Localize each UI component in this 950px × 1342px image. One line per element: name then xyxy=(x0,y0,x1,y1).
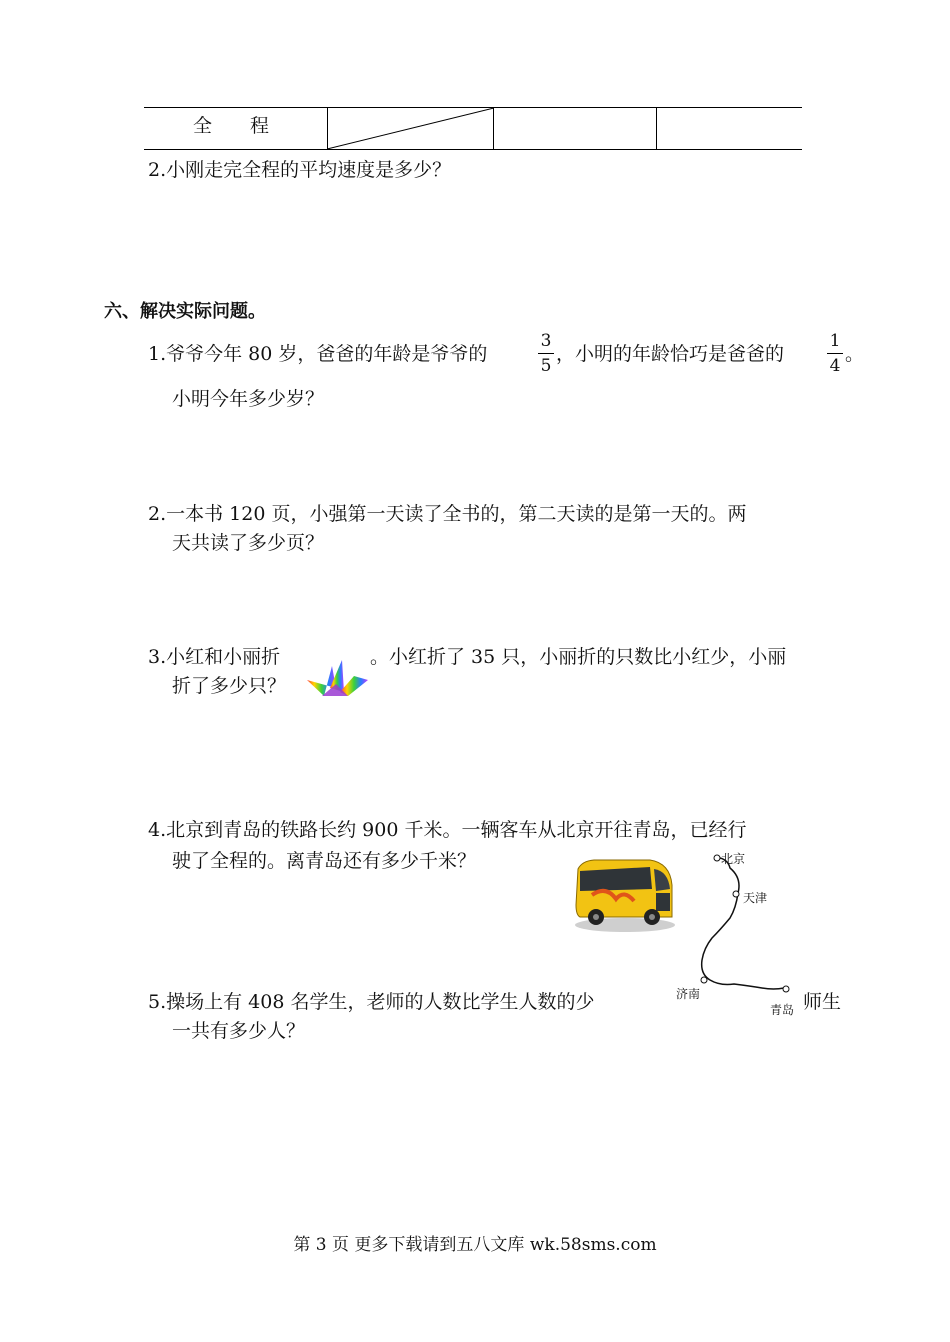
map-label-tianjin: 天津 xyxy=(743,891,768,905)
q1-line1-a: 1.爷爷今年 80 岁，爸爸的年龄是爷爷的 xyxy=(148,343,488,365)
q5-line2: 一共有多少人？ xyxy=(172,1020,306,1042)
fraction-1-4 xyxy=(826,332,844,375)
q1-line1-b: ，小明的年龄恰巧是爸爸的 xyxy=(556,343,785,365)
map-label-qingdao: 青岛 xyxy=(770,1003,795,1017)
city-marker-jinan xyxy=(701,977,707,983)
map-label-jinan: 济南 xyxy=(676,987,701,1001)
q5-line1-b: 师生 xyxy=(803,991,842,1013)
q3-line1-a: 3.小红和小丽折 xyxy=(148,646,281,668)
q3-line1-b: 。小红折了 35 只，小丽折的只数比小红少，小丽 xyxy=(370,646,787,668)
bus-icon xyxy=(572,855,678,935)
frac-bar xyxy=(827,353,843,354)
map-label-beijing: 北京 xyxy=(721,852,746,866)
railway-map xyxy=(690,848,810,1013)
q1-line2: 小明今年多少岁？ xyxy=(172,388,325,410)
frac-numerator: 3 xyxy=(540,331,552,351)
q3-line2: 折了多少只？ xyxy=(172,675,287,697)
city-marker-tianjin xyxy=(733,891,739,897)
q1-line1-c: 。 xyxy=(845,343,865,365)
q4-line2: 驶了全程的。离青岛还有多少千米？ xyxy=(172,850,477,872)
city-marker-qingdao xyxy=(783,986,789,992)
q5-line1-a: 5.操场上有 408 名学生，老师的人数比学生人数的少 xyxy=(148,991,595,1013)
table-divider-3 xyxy=(656,107,657,150)
q2-line1: 2.一本书 120 页，小强第一天读了全书的，第二天读的是第一天的。两 xyxy=(148,503,747,525)
table-diagonal-line xyxy=(327,107,494,150)
city-marker-beijing xyxy=(714,855,720,861)
frac-denominator: 4 xyxy=(829,356,841,376)
question-5-2: 2.小刚走完全程的平均速度是多少？ xyxy=(148,159,452,181)
paper-crane-icon xyxy=(302,658,370,698)
frac-denominator: 5 xyxy=(540,356,552,376)
frac-bar xyxy=(538,353,554,354)
table-row-label: 全 程 xyxy=(193,115,270,137)
section-heading: 六、解决实际问题。 xyxy=(104,301,266,322)
page-footer: 第 3 页 更多下载请到五八文库 wk.58sms.com xyxy=(293,1235,657,1255)
q2-line2: 天共读了多少页？ xyxy=(172,532,325,554)
q4-line1: 4.北京到青岛的铁路长约 900 千米。一辆客车从北京开往青岛，已经行 xyxy=(148,819,747,841)
frac-numerator: 1 xyxy=(829,331,841,351)
fraction-3-5 xyxy=(537,332,555,375)
